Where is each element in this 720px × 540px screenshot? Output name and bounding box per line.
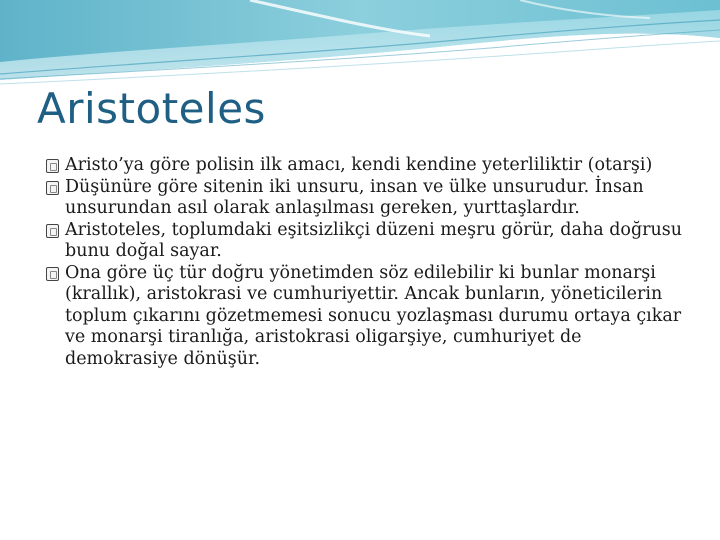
bullet-item: [46, 155, 696, 177]
header-wave-decoration: [0, 0, 720, 90]
bullet-item: [46, 263, 696, 371]
missing-glyph-icon: [46, 224, 59, 238]
missing-glyph-icon: [46, 181, 59, 195]
bullet-item: [46, 177, 696, 220]
bullet-text: Ona göre üç tür doğru yönetimden söz edilebilir ki bunlar monarşi (krallık), aristokrasi ve cumhuriyettir. Ancak bunların, yöneticilerin toplum çıkarını gözetmemesi sonucu yozlaşması durumu ortaya çıkar ve monarşi tiranlığa, aristokrasi oligarşiye, cumhuriyet de demokrasiye dönüşür.: [65, 262, 682, 369]
bullet-text: Düşünüre göre sitenin iki unsuru, insan ve ülke unsurudur. İnsan unsurundan asıl olarak anlaşılması gereken, yurttaşlardır.: [65, 176, 644, 218]
slide-title: Aristoteles: [37, 84, 266, 133]
bullet-list: [46, 155, 696, 370]
missing-glyph-icon: [46, 267, 59, 281]
bullet-text: Aristoteles, toplumdaki eşitsizlikçi düzeni meşru görür, daha doğrusu bunu doğal sayar.: [65, 219, 683, 261]
missing-glyph-icon: [46, 159, 59, 173]
bullet-text: Aristo’ya göre polisin ilk amacı, kendi kendine yeterliliktir (otarşi): [65, 155, 653, 175]
bullet-item: [46, 220, 696, 263]
